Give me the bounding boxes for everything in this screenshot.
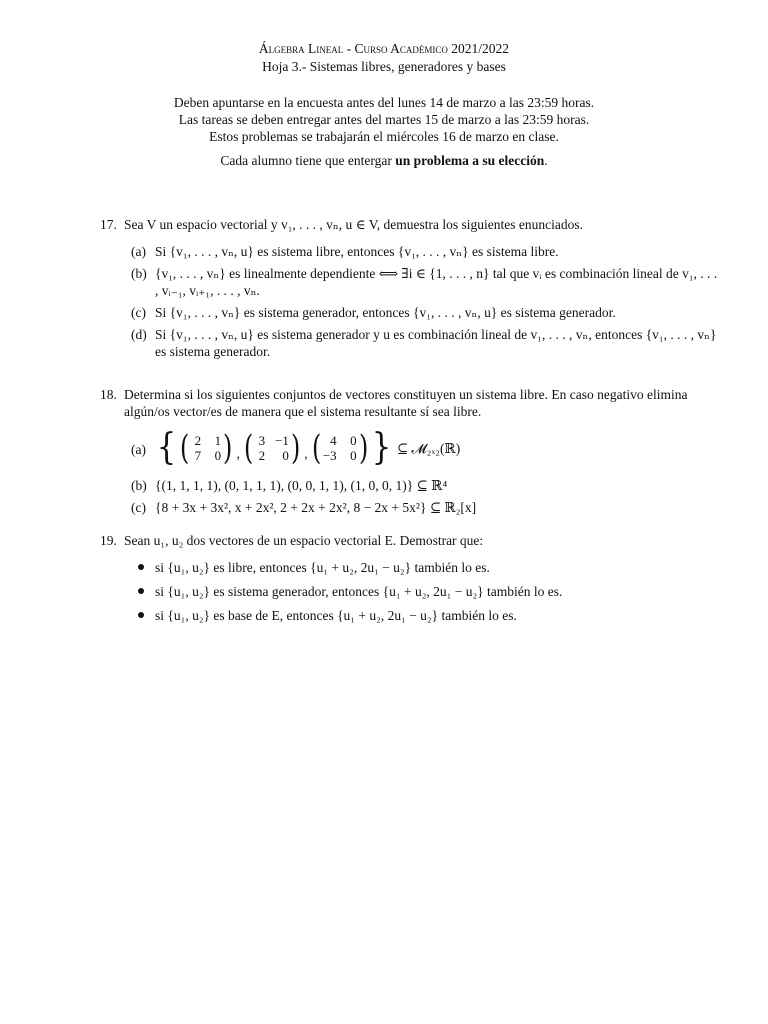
matrix-close-paren: ) bbox=[223, 428, 233, 468]
choose-instruction bbox=[0, 153, 768, 170]
problem-item bbox=[124, 265, 720, 299]
matrix-entry: 0 bbox=[214, 448, 222, 463]
set-close-brace: } bbox=[371, 427, 392, 468]
item-label: (c) bbox=[131, 305, 146, 320]
matrix-2 bbox=[255, 433, 289, 463]
problem-items bbox=[124, 428, 720, 516]
matrix-entry: −1 bbox=[275, 433, 289, 448]
problem-items bbox=[124, 243, 720, 360]
bullet-text: si {u₁, u₂} es base de E, entonces {u₁ + u₂, 2u₁ − u₂} también lo es. bbox=[155, 608, 517, 623]
sheet-subtitle: Hoja 3.- Sistemas libres, generadores y bases bbox=[262, 59, 506, 74]
bullet-text: si {u₁, u₂} es sistema generador, entonces {u₁ + u₂, 2u₁ − u₂} también lo es. bbox=[155, 584, 563, 599]
matrix-close-paren: ) bbox=[290, 428, 301, 468]
matrix-set bbox=[155, 428, 720, 468]
choose-suffix: . bbox=[544, 153, 548, 168]
problem-item bbox=[124, 428, 720, 472]
bullet-text: si {u₁, u₂} es libre, entonces {u₁ + u₂, 2u₁ − u₂} también lo es. bbox=[155, 560, 490, 575]
item-text: Si {v₁, . . . , vₙ, u} es sistema libre, entonces {v₁, . . . , vₙ} es sistema libre. bbox=[155, 244, 559, 259]
item-text: Si {v₁, . . . , vₙ, u} es sistema generador y u es combinación lineal de v₁, . . . , vₙ, entonces {v₁, . . . , vₙ} es sistema generador. bbox=[155, 327, 717, 359]
item-label: (a) bbox=[131, 244, 146, 259]
bullet-item bbox=[124, 583, 720, 600]
bullet-item bbox=[124, 559, 720, 576]
problem-19 bbox=[100, 532, 720, 631]
matrix-entry: 0 bbox=[350, 448, 357, 463]
matrix-3 bbox=[323, 433, 357, 463]
matrix-entry: −3 bbox=[322, 448, 337, 463]
matrix-entry: 4 bbox=[330, 433, 337, 448]
matrix-entry: 0 bbox=[282, 448, 289, 463]
bullet-list bbox=[124, 559, 720, 624]
matrix-entry: 2 bbox=[194, 433, 202, 448]
matrix-entry: 1 bbox=[214, 433, 222, 448]
separator: , bbox=[236, 446, 240, 461]
matrix-entry: 7 bbox=[194, 448, 202, 463]
choose-bold: un problema a su elección bbox=[395, 153, 545, 168]
item-label: (d) bbox=[131, 327, 147, 342]
set-open-brace: { bbox=[156, 427, 177, 468]
problem-18 bbox=[100, 386, 720, 521]
matrix-entry: 2 bbox=[258, 448, 266, 463]
problem-item bbox=[124, 304, 720, 321]
problem-item bbox=[124, 326, 720, 360]
problem-item bbox=[124, 243, 720, 260]
document-header bbox=[0, 40, 768, 170]
bullet-dot-icon bbox=[138, 612, 144, 618]
separator: , bbox=[304, 446, 308, 461]
bullet-dot-icon bbox=[138, 564, 144, 570]
bullet-item bbox=[124, 607, 720, 624]
problem-number: 17. bbox=[100, 217, 117, 232]
matrix-open-paren: ( bbox=[243, 428, 254, 468]
problem-17 bbox=[100, 216, 720, 365]
item-text: Si {v₁, . . . , vₙ} es sistema generador, entonces {v₁, . . . , vₙ, u} es sistema generador. bbox=[155, 305, 616, 320]
item-text: {8 + 3x + 3x², x + 2x², 2 + 2x + 2x², 8 − 2x + 5x²} ⊆ ℝ₂[x] bbox=[155, 500, 477, 515]
set-suffix: ⊆ 𝓜₂ₓ₂(ℝ) bbox=[396, 440, 461, 456]
problem-statement: Sean u₁, u₂ dos vectores de un espacio vectorial E. Demostrar que: bbox=[124, 533, 484, 548]
course-title: Álgebra Lineal - Curso Académico 2021/2022 bbox=[258, 41, 510, 56]
notice-line: Deben apuntarse en la encuesta antes del lunes 14 de marzo a las 23:59 horas. bbox=[173, 95, 595, 110]
bullet-dot-icon bbox=[138, 588, 144, 594]
item-text: {(1, 1, 1, 1), (0, 1, 1, 1), (0, 0, 1, 1), (1, 0, 0, 1)} ⊆ ℝ⁴ bbox=[155, 478, 448, 493]
problem-item bbox=[124, 477, 720, 494]
matrix-entry: 3 bbox=[258, 433, 266, 448]
deadline-notice bbox=[0, 94, 768, 145]
matrix-entry: 0 bbox=[350, 433, 357, 448]
notice-line: Las tareas se deben entregar antes del martes 15 de marzo a las 23:59 horas. bbox=[178, 112, 590, 127]
problem-number: 18. bbox=[100, 387, 117, 402]
item-label: (b) bbox=[131, 478, 147, 493]
notice-line: Estos problemas se trabajarán el miércoles 16 de marzo en clase. bbox=[209, 129, 559, 144]
problem-statement: Determina si los siguientes conjuntos de vectores constituyen un sistema libre. En caso negativo elimina algún/os vector/es de manera que el sistema resultante sí sea libre. bbox=[124, 387, 688, 419]
choose-prefix: Cada alumno tiene que entergar bbox=[220, 153, 396, 168]
item-label: (c) bbox=[131, 500, 146, 515]
item-label: (a) bbox=[131, 442, 146, 457]
item-text: {v₁, . . . , vₙ} es linealmente dependiente ⟺ ∃i ∈ {1, . . . , n} tal que vᵢ es combinación lineal de v₁, . . . , vᵢ₋₁, vᵢ₊₁, . . . , vₙ. bbox=[155, 266, 718, 298]
matrix-open-paren: ( bbox=[179, 428, 190, 468]
problem-statement: Sea V un espacio vectorial y v₁, . . . , vₙ, u ∈ V, demuestra los siguientes enunciados. bbox=[124, 217, 583, 232]
problem-item bbox=[124, 499, 720, 516]
matrix-close-paren: ) bbox=[358, 428, 368, 468]
item-label: (b) bbox=[131, 266, 147, 281]
matrix-1 bbox=[191, 433, 221, 463]
matrix-open-paren: ( bbox=[311, 428, 321, 468]
problem-number: 19. bbox=[100, 533, 117, 548]
